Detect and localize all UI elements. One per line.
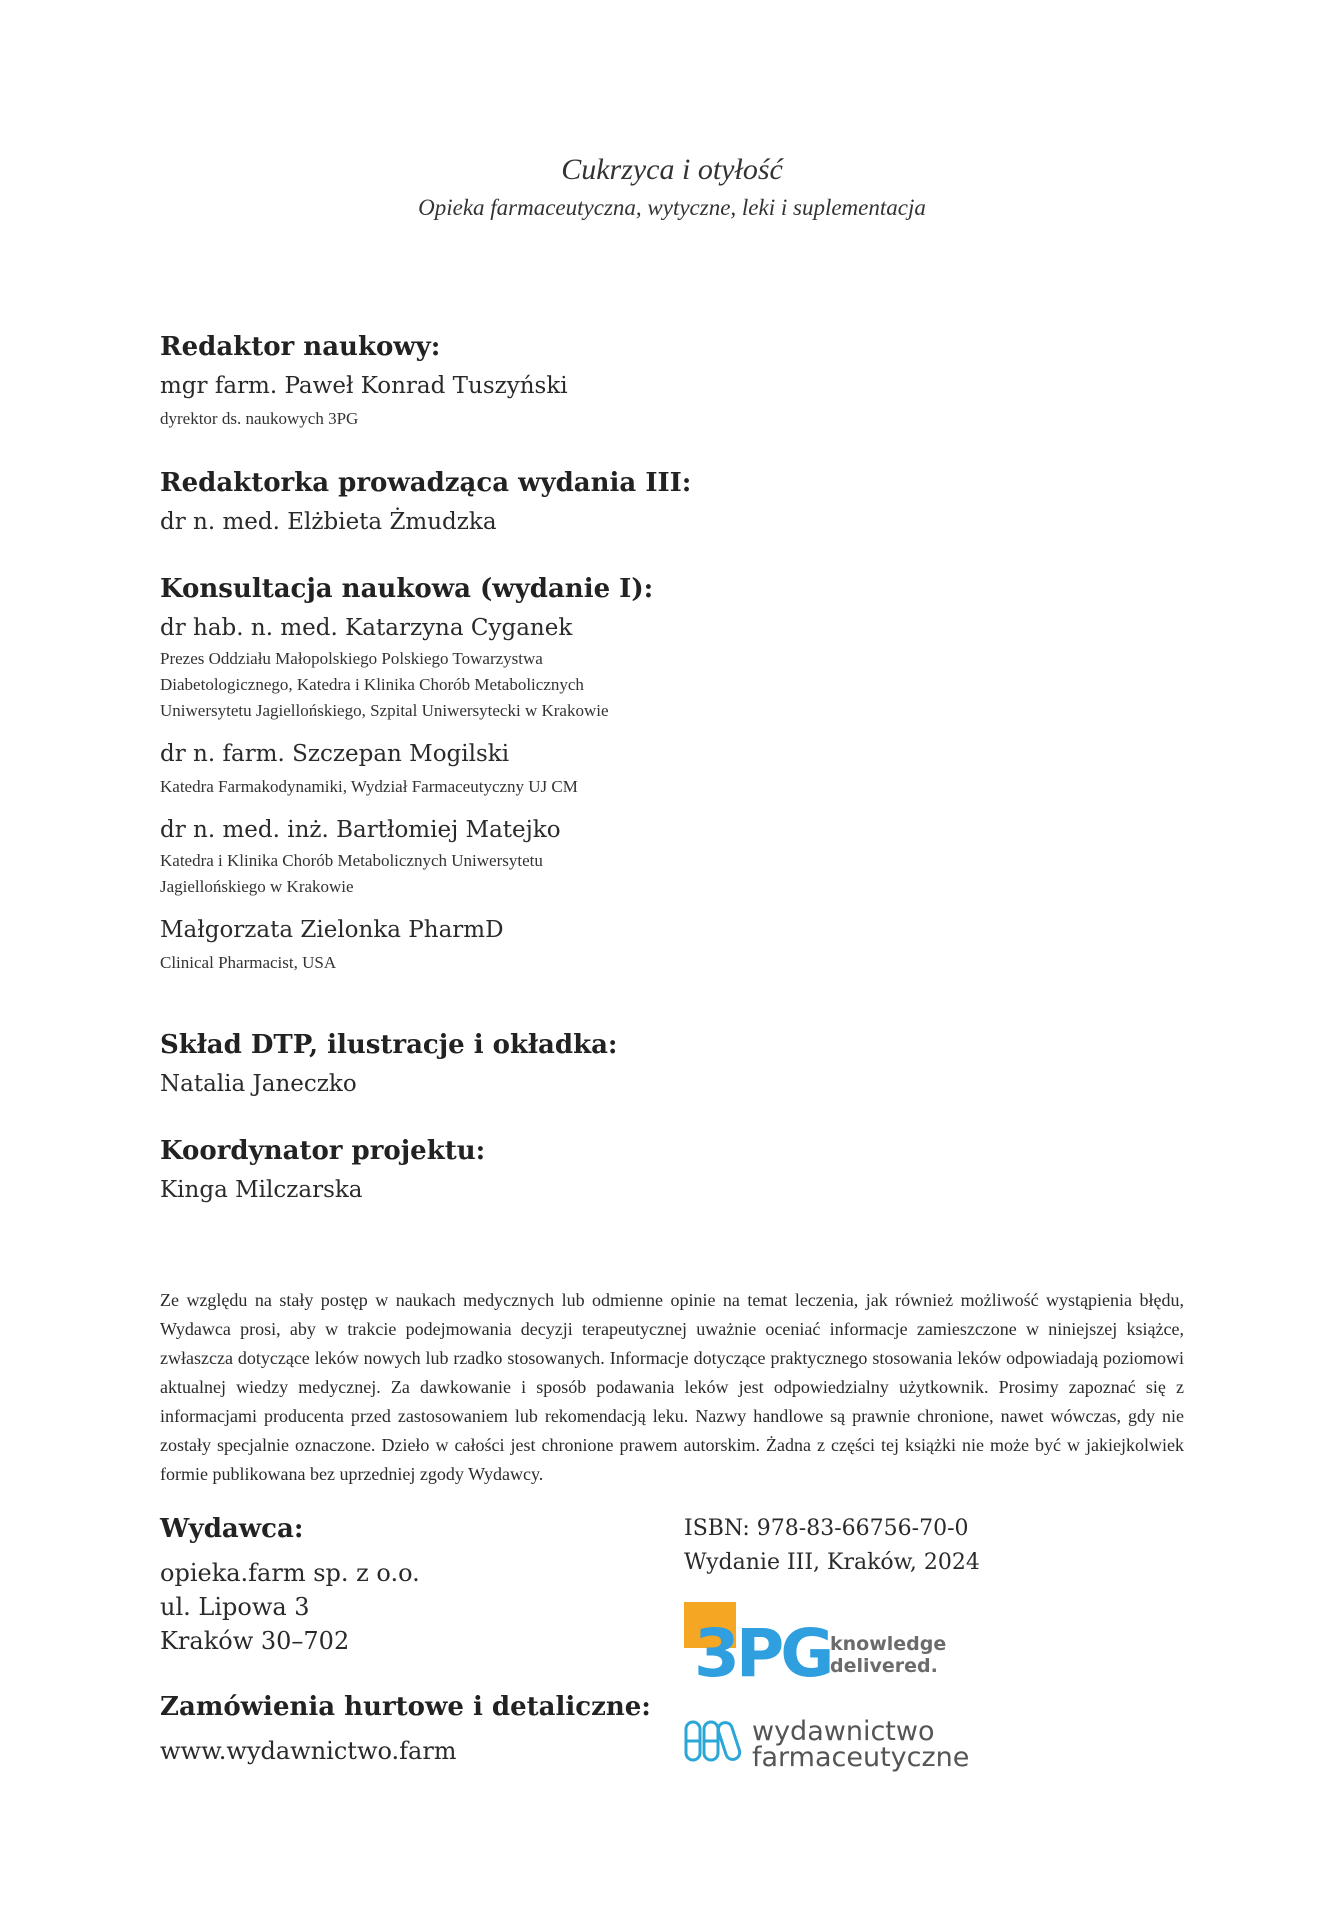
consultant-affiliation: Clinical Pharmacist, USA bbox=[160, 953, 337, 972]
scientific-editor-heading: Redaktor naukowy: bbox=[160, 332, 441, 362]
book-title: Cukrzyca i otyłość bbox=[561, 153, 783, 186]
consultation-heading: Konsultacja naukowa (wydanie I): bbox=[160, 574, 654, 604]
orders-url-link[interactable]: www.wydawnictwo.farm bbox=[160, 1737, 457, 1765]
dtp-heading: Skład DTP, ilustracje i okładka: bbox=[160, 1030, 618, 1060]
publisher-street: ul. Lipowa 3 bbox=[160, 1593, 310, 1621]
managing-editor-name: dr n. med. Elżbieta Żmudzka bbox=[160, 509, 497, 535]
consultant-affiliation: Katedra i Klinika Chorób Metabolicznych Uniwersytetu Jagiellońskiego w Krakowie bbox=[160, 851, 543, 896]
consultant-name: dr n. farm. Szczepan Mogilski bbox=[160, 741, 510, 767]
3pg-logo-mark: 3PG bbox=[694, 1615, 831, 1682]
pill-icon bbox=[686, 1721, 742, 1761]
publisher-block bbox=[160, 1512, 680, 1658]
edition-info: Wydanie III, Kraków, 2024 bbox=[684, 1550, 980, 1575]
coordinator-heading: Koordynator projektu: bbox=[160, 1136, 486, 1166]
3pg-logo-tagline-1: knowledge bbox=[830, 1633, 947, 1655]
consultant-name: Małgorzata Zielonka PharmD bbox=[160, 917, 504, 943]
consultant-name: dr hab. n. med. Katarzyna Cyganek bbox=[160, 615, 573, 641]
3pg-logo-tagline-2: delivered. bbox=[830, 1655, 938, 1677]
wydawnictwo-logo-line-1: wydawnictwo bbox=[752, 1716, 935, 1747]
publisher-heading: Wydawca: bbox=[160, 1514, 304, 1544]
wydawnictwo-logo-line-2: farmaceutyczne bbox=[752, 1742, 970, 1772]
consultant-affiliation: Prezes Oddziału Małopolskiego Polskiego Towarzystwa Diabetologicznego, Katedra i Klinika Chorób Metabolicznych Uniwersytetu Jagiellońskiego, Szpital Uniwersytecki w Krakowie bbox=[160, 649, 609, 720]
publisher-name: opieka.farm sp. z o.o. bbox=[160, 1559, 420, 1587]
orders-block bbox=[160, 1690, 720, 1768]
isbn-block bbox=[684, 1512, 1064, 1580]
consultant-affiliation: Katedra Farmakodynamiki, Wydział Farmaceutyczny UJ CM bbox=[160, 777, 578, 796]
managing-editor-heading: Redaktorka prowadząca wydania III: bbox=[160, 468, 692, 498]
credits-section bbox=[160, 330, 1200, 1206]
scientific-editor-name: mgr farm. Paweł Konrad Tuszyński bbox=[160, 373, 568, 399]
3pg-logo bbox=[684, 1602, 984, 1682]
orders-heading: Zamówienia hurtowe i detaliczne: bbox=[160, 1692, 651, 1722]
consultant-name: dr n. med. inż. Bartłomiej Matejko bbox=[160, 817, 561, 843]
publisher-city: Kraków 30–702 bbox=[160, 1627, 350, 1655]
book-subtitle: Opieka farmaceutyczna, wytyczne, leki i suplementacja bbox=[418, 195, 926, 220]
wydawnictwo-logo bbox=[684, 1712, 1004, 1772]
scientific-editor-role: dyrektor ds. naukowych 3PG bbox=[160, 409, 359, 428]
dtp-name: Natalia Janeczko bbox=[160, 1071, 357, 1097]
disclaimer-paragraph: Ze względu na stały postęp w naukach medycznych lub odmienne opinie na temat leczenia, jak również możliwość wystąpienia błędu, Wydawca prosi, aby w trakcie podejmowania decyzji terapeutycznej uważnie oceniać informacje zamieszczone w niniejszej książce, zwłaszcza dotyczące leków nowych lub rzadko stosowanych. Informacje dotyczące praktycznego stosowania leków odpowiadają poziomowi aktualnej wiedzy medycznej. Za dawkowanie i sposób podawania leków jest odpowiedzialny użytkownik. Prosimy zapoznać się z informacjami producenta przed zastosowaniem lub rekomendacją leku. Nazwy handlowe są prawnie chronione, nawet wówczas, gdy nie zostały specjalnie oznaczone. Dzieło w całości jest chronione prawem autorskim. Żadna z części tej książki nie może być w jakiejkolwiek formie publikowana bez uprzedniej zgody Wydawcy. bbox=[160, 1290, 1184, 1484]
isbn: ISBN: 978-83-66756-70-0 bbox=[684, 1516, 969, 1541]
coordinator-name: Kinga Milczarska bbox=[160, 1177, 363, 1203]
title-block bbox=[0, 150, 1344, 226]
